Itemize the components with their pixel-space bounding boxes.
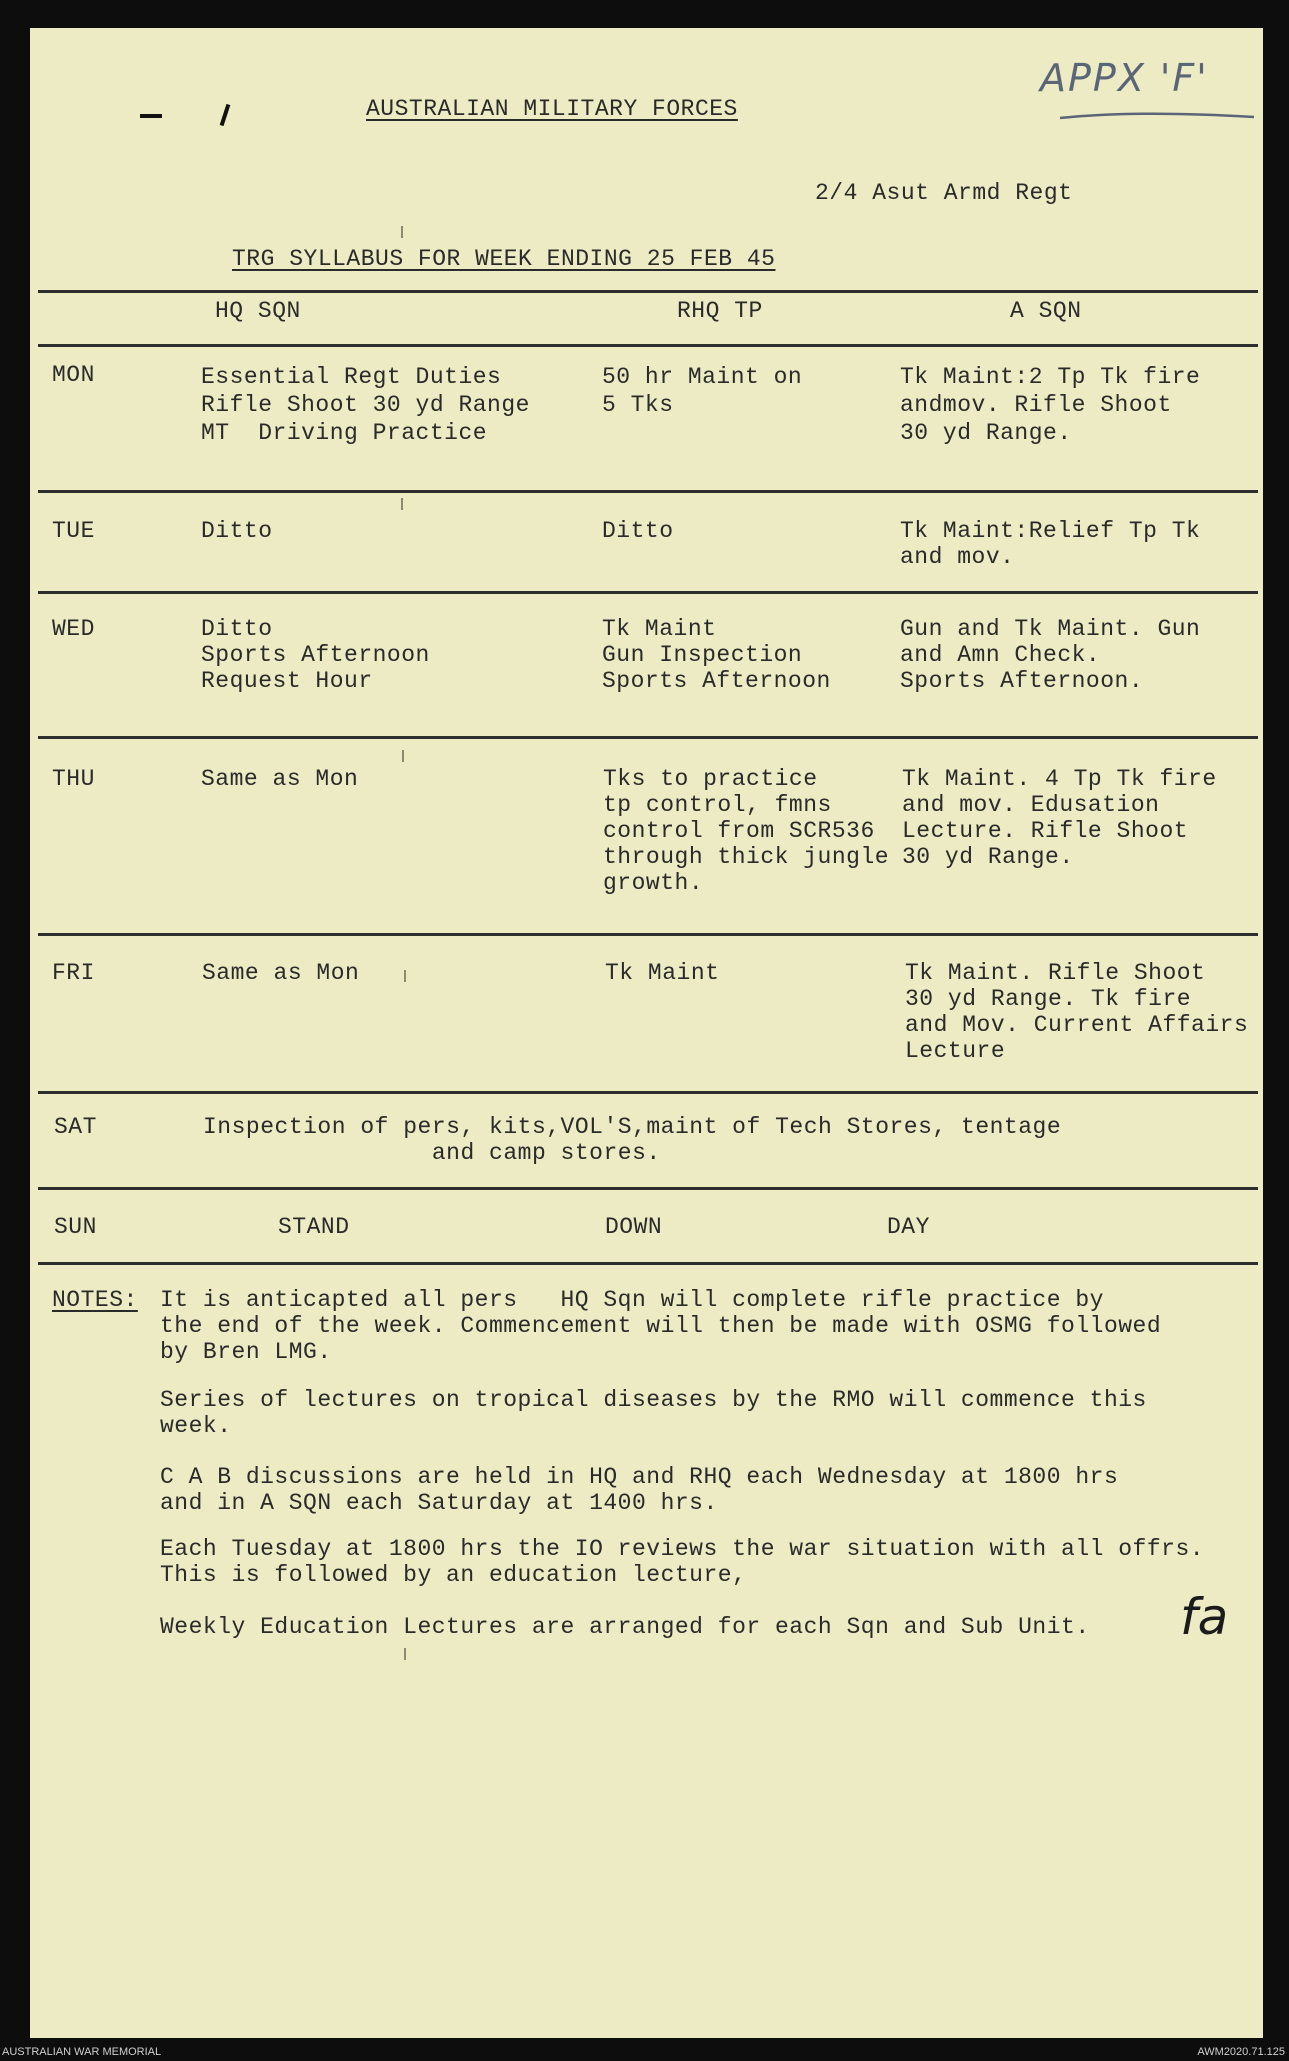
note-2: Series of lectures on tropical diseases by the RMO will commence this week. <box>160 1387 1147 1439</box>
cell-tue-hq: Ditto <box>201 518 273 544</box>
rule-top <box>38 290 1258 293</box>
sun-down: DOWN <box>605 1214 663 1240</box>
fold-mark <box>401 498 403 510</box>
cell-tue-rhq: Ditto <box>602 518 674 544</box>
cell-mon-rhq: 50 hr Maint on 5 Tks <box>602 364 803 418</box>
cell-mon-hq: Essential Regt Duties Rifle Shoot 30 yd Range MT Driving Practice <box>201 364 530 446</box>
day-label-sun: SUN <box>54 1214 97 1240</box>
note-3: C A B discussions are held in HQ and RHQ each Wednesday at 1800 hrs and in A SQN each Saturday at 1400 hrs. <box>160 1464 1119 1516</box>
rule-thu <box>38 933 1258 936</box>
rule-wed <box>38 736 1258 739</box>
cell-sat: Inspection of pers, kits,VOL'S,maint of Tech Stores, tentage and camp stores. <box>203 1114 1062 1166</box>
unit-designation: 2/4 Asut Armd Regt <box>815 180 1073 206</box>
fold-mark <box>402 750 404 762</box>
cell-fri-rhq: Tk Maint <box>605 960 720 986</box>
cell-wed-hq: Ditto Sports Afternoon Request Hour <box>201 616 430 694</box>
syllabus-title: TRG SYLLABUS FOR WEEK ENDING 25 FEB 45 <box>232 246 776 272</box>
note-1: It is anticapted all pers HQ Sqn will complete rifle practice by the end of the week. Commencement will then be made with OSMG followed by Bren LMG. <box>160 1287 1162 1365</box>
fold-mark <box>404 1648 406 1660</box>
notes-label: NOTES: <box>52 1287 138 1313</box>
day-label-fri: FRI <box>52 960 95 986</box>
day-label-thu: THU <box>52 766 95 792</box>
appendix-underline <box>1058 108 1258 122</box>
cell-thu-hq: Same as Mon <box>201 766 359 792</box>
appendix-reference: APPX 'F' <box>1040 56 1209 100</box>
column-header-rhq-tp: RHQ TP <box>677 298 763 324</box>
rule-header <box>38 344 1258 347</box>
sun-stand: STAND <box>278 1214 350 1240</box>
column-header-a-sqn: A SQN <box>1010 298 1082 324</box>
day-label-mon: MON <box>52 362 95 388</box>
cell-fri-a: Tk Maint. Rifle Shoot 30 yd Range. Tk fire and Mov. Current Affairs Lecture <box>905 960 1249 1064</box>
rule-mon <box>38 490 1258 493</box>
cell-fri-hq: Same as Mon <box>202 960 360 986</box>
rule-tue <box>38 591 1258 594</box>
ink-mark-dash <box>140 114 162 118</box>
fold-mark <box>401 226 403 238</box>
fold-mark <box>404 970 406 982</box>
day-label-tue: TUE <box>52 518 95 544</box>
rule-fri <box>38 1091 1258 1094</box>
document-page <box>30 28 1263 2038</box>
document-heading: AUSTRALIAN MILITARY FORCES <box>366 96 738 122</box>
ink-mark-tick <box>220 104 231 126</box>
cell-wed-a: Gun and Tk Maint. Gun and Amn Check. Sports Afternoon. <box>900 616 1201 694</box>
rule-sun <box>38 1262 1258 1265</box>
note-4: Each Tuesday at 1800 hrs the IO reviews the war situation with all offrs. This is followed by an education lecture, <box>160 1536 1205 1588</box>
cell-thu-rhq: Tks to practice tp control, fmns control from SCR536 through thick jungle growth. <box>603 766 890 896</box>
footer-accession-number: AWM2020.71.125 <box>1197 2046 1285 2058</box>
cell-wed-rhq: Tk Maint Gun Inspection Sports Afternoon <box>602 616 831 694</box>
signature-initials: fa <box>1180 1588 1229 1646</box>
note-5: Weekly Education Lectures are arranged for each Sqn and Sub Unit. <box>160 1614 1090 1640</box>
day-label-wed: WED <box>52 616 95 642</box>
sun-day: DAY <box>887 1214 930 1240</box>
footer-archive-name: AUSTRALIAN WAR MEMORIAL <box>2 2046 162 2058</box>
column-header-hq-sqn: HQ SQN <box>215 298 301 324</box>
cell-tue-a: Tk Maint:Relief Tp Tk and mov. <box>900 518 1201 570</box>
day-label-sat: SAT <box>54 1114 97 1140</box>
cell-thu-a: Tk Maint. 4 Tp Tk fire and mov. Edusation Lecture. Rifle Shoot 30 yd Range. <box>902 766 1217 870</box>
cell-mon-a: Tk Maint:2 Tp Tk fire andmov. Rifle Shoot 30 yd Range. <box>900 364 1201 446</box>
rule-sat <box>38 1187 1258 1190</box>
